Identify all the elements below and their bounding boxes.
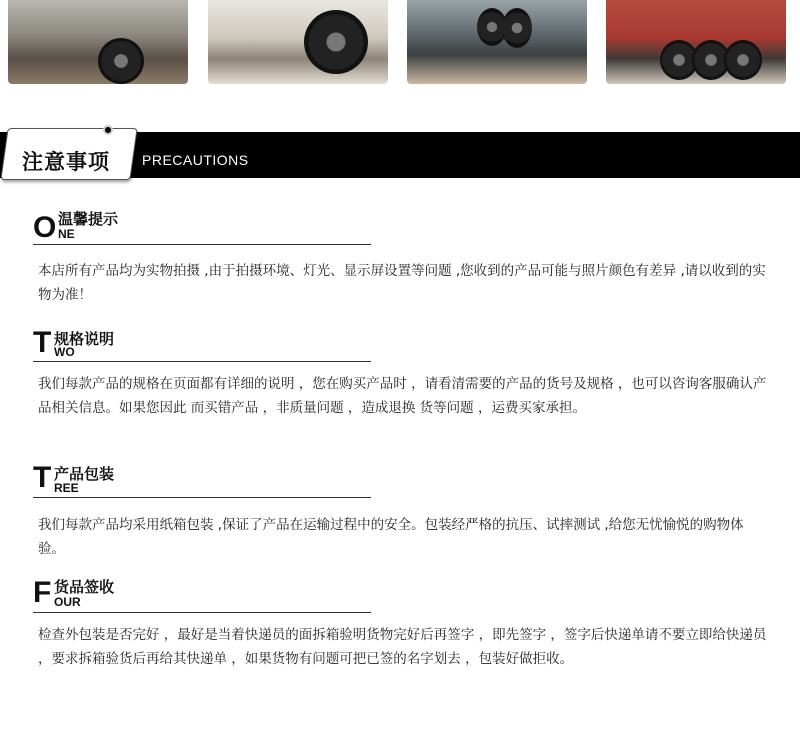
section-title: 产品包装 xyxy=(54,465,115,483)
truck-photo-2 xyxy=(208,0,388,84)
section-letter: T xyxy=(33,326,52,359)
tag-hole-icon xyxy=(103,125,113,135)
section-letter: O xyxy=(33,211,57,244)
section-title: 温馨提示 xyxy=(58,210,119,228)
truck-photo-3 xyxy=(407,0,587,84)
banner-english-label: PRECAUTIONS xyxy=(142,152,249,168)
truck-photo-1 xyxy=(8,0,188,84)
section-title: 规格说明 xyxy=(54,330,115,348)
product-photo-strip xyxy=(0,0,800,96)
section-suffix: OUR xyxy=(54,595,81,609)
section-three-text: 我们每款产品均采用纸箱包装 ,保证了产品在运输过程中的安全。包装经严格的抗压、试摔测试 ,给您无忧愉悦的购物体验。 xyxy=(38,517,744,557)
section-letter: T xyxy=(33,461,52,494)
section-suffix: REE xyxy=(54,481,79,495)
section-divider xyxy=(33,244,371,245)
truck-photo-4 xyxy=(606,0,786,84)
section-suffix: WO xyxy=(54,345,75,359)
banner-tag-label: 注意事项 xyxy=(22,150,110,174)
section-title: 货品签收 xyxy=(54,578,115,596)
section-one-text: 本店所有产品均为实物拍摄 ,由于拍摄环境、灯光、显示屏设置等问题 ,您收到的产品可能与照片颜色有差异 ,请以收到的实物为准！ xyxy=(38,263,766,303)
section-four-text: 检查外包装是否完好 ，最好是当着快递员的面拆箱验明货物完好后再签字 ，即先签字 ，签字后快递单请不要立即给快递员 ，要求拆箱验货后再给其快递单 ，如果货物有问题可把已签的名字划去 ，包装好做拒收。 xyxy=(38,627,767,667)
section-letter: F xyxy=(33,576,52,609)
section-divider xyxy=(33,497,371,498)
section-suffix: NE xyxy=(58,227,75,241)
section-divider xyxy=(33,612,371,613)
section-two-text: 我们每款产品的规格在页面都有详细的说明 ，您在购买产品时 ，请看清需要的产品的货号及规格 ，也可以咨询客服确认产品相关信息。如果您因此 而买错产品 ，非质量问题 ，造成退换 货等问题 ，运费买家承担。 xyxy=(38,376,767,416)
section-divider xyxy=(33,361,371,362)
